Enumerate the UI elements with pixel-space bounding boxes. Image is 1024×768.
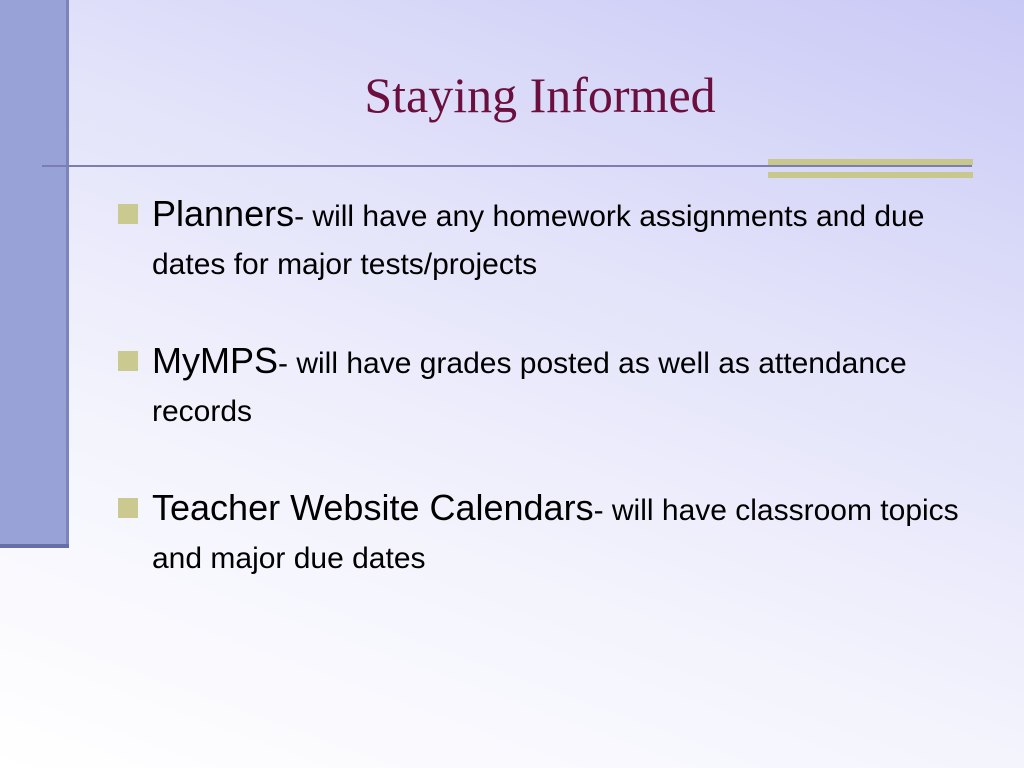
left-bar-side-edge xyxy=(66,0,69,548)
slide-title: Staying Informed xyxy=(364,67,716,123)
title-divider xyxy=(42,165,972,167)
bullet-item-mymps xyxy=(118,337,968,436)
square-bullet-icon xyxy=(118,204,138,224)
bullet-term: Planners xyxy=(152,193,295,234)
accent-line-top xyxy=(768,159,973,165)
left-decorative-bar xyxy=(0,0,67,546)
bullet-term: MyMPS xyxy=(152,340,278,381)
accent-line-bottom xyxy=(768,172,973,178)
square-bullet-icon xyxy=(118,498,138,518)
bullet-item-planners xyxy=(118,190,968,289)
bullet-term: Teacher Website Calendars xyxy=(152,487,594,528)
bullet-text: - will have grades posted as well as attendance records xyxy=(152,347,907,428)
bullet-item-teacher-website-calendars xyxy=(118,484,968,583)
bullet-text: - will have any homework assignments and due dates for major tests/projects xyxy=(152,200,925,281)
bullet-list xyxy=(118,190,968,583)
left-bar-bottom-edge xyxy=(0,544,69,548)
square-bullet-icon xyxy=(118,351,138,371)
bullet-text: - will have classroom topics and major due dates xyxy=(152,494,959,575)
